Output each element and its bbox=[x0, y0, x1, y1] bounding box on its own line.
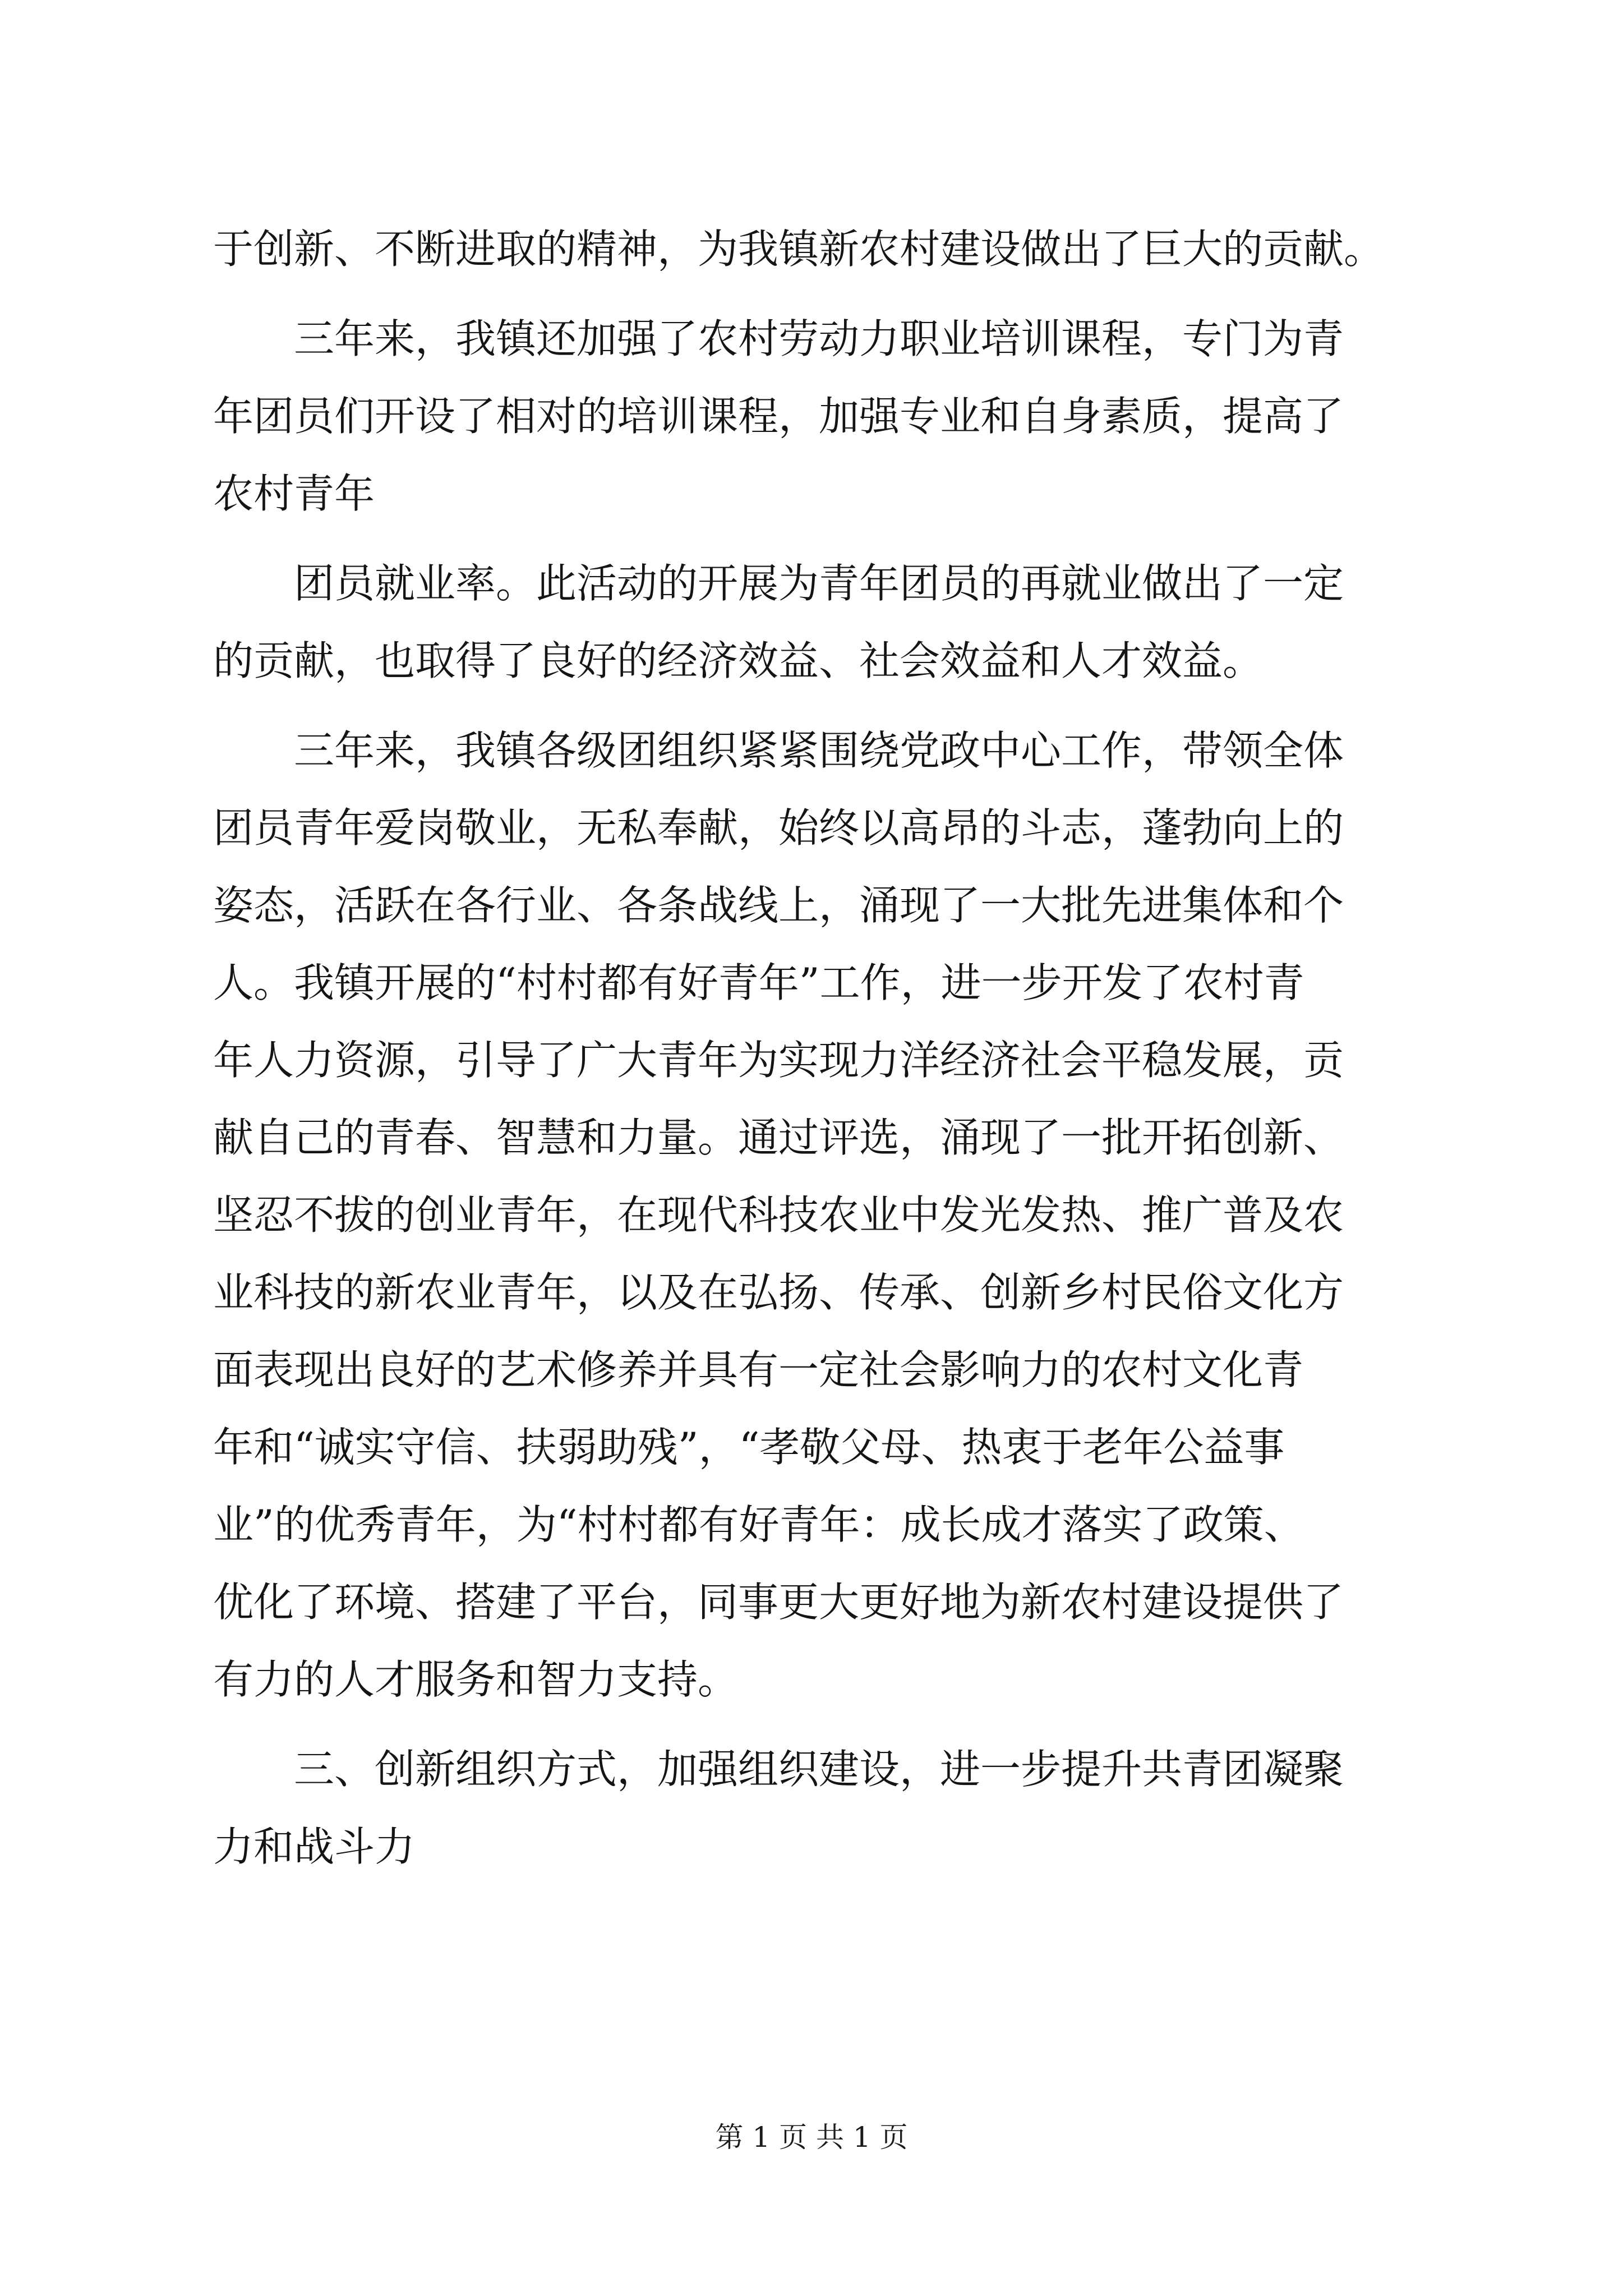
text-line: 年人力资源，引导了广大青年为实现力洋经济社会平稳发展，贡 bbox=[213, 1037, 1344, 1084]
text-line: 优化了环境、搭建了平台，同事更大更好地为新农村建设提供了 bbox=[213, 1579, 1344, 1626]
text-line: 农村青年 bbox=[213, 470, 375, 517]
page-number-label: 第 1 页 共 1 页 bbox=[715, 2121, 908, 2154]
text-line: 年团员们开设了相对的培训课程，加强专业和自身素质，提高了 bbox=[213, 393, 1344, 440]
text-line: 于创新、不断进取的精神，为我镇新农村建设做出了巨大的贡献。 bbox=[213, 226, 1385, 273]
text-line: 坚忍不拔的创业青年，在现代科技农业中发光发热、推广普及农 bbox=[213, 1191, 1344, 1239]
page-footer bbox=[0, 2118, 1623, 2157]
text-line: 三、创新组织方式，加强组织建设，进一步提升共青团凝聚 bbox=[213, 1746, 1344, 1793]
text-line: 有力的人才服务和智力支持。 bbox=[213, 1656, 739, 1703]
text-line: 姿态，活跃在各行业、各条战线上，涌现了一大批先进集体和个 bbox=[213, 882, 1344, 929]
text-line: 年和“诚实守信、扶弱助残”，“孝敬父母、热衷于老年公益事 bbox=[213, 1424, 1285, 1471]
document-body bbox=[213, 210, 1419, 1885]
text-line: 业科技的新农业青年，以及在弘扬、传承、创新乡村民俗文化方 bbox=[213, 1269, 1344, 1316]
text-line: 面表现出良好的艺术修养并具有一定社会影响力的农村文化青 bbox=[213, 1346, 1304, 1393]
text-line: 献自己的青春、智慧和力量。通过评选，涌现了一批开拓创新、 bbox=[213, 1114, 1344, 1161]
text-line: 业”的优秀青年，为“村村都有好青年：成长成才落实了政策、 bbox=[213, 1501, 1304, 1548]
text-line: 人。我镇开展的“村村都有好青年”工作，进一步开发了农村青 bbox=[213, 959, 1304, 1006]
text-line: 三年来，我镇还加强了农村劳动力职业培训课程，专门为青 bbox=[213, 315, 1344, 362]
text-line: 团员就业率。此活动的开展为青年团员的再就业做出了一定 bbox=[213, 560, 1344, 607]
text-line: 力和战斗力 bbox=[213, 1823, 416, 1870]
text-line: 的贡献，也取得了良好的经济效益、社会效益和人才效益。 bbox=[213, 637, 1264, 684]
text-line: 三年来，我镇各级团组织紧紧围绕党政中心工作，带领全体 bbox=[213, 727, 1344, 774]
text-line: 团员青年爱岗敬业，无私奉献，始终以高昂的斗志，蓬勃向上的 bbox=[213, 804, 1344, 852]
